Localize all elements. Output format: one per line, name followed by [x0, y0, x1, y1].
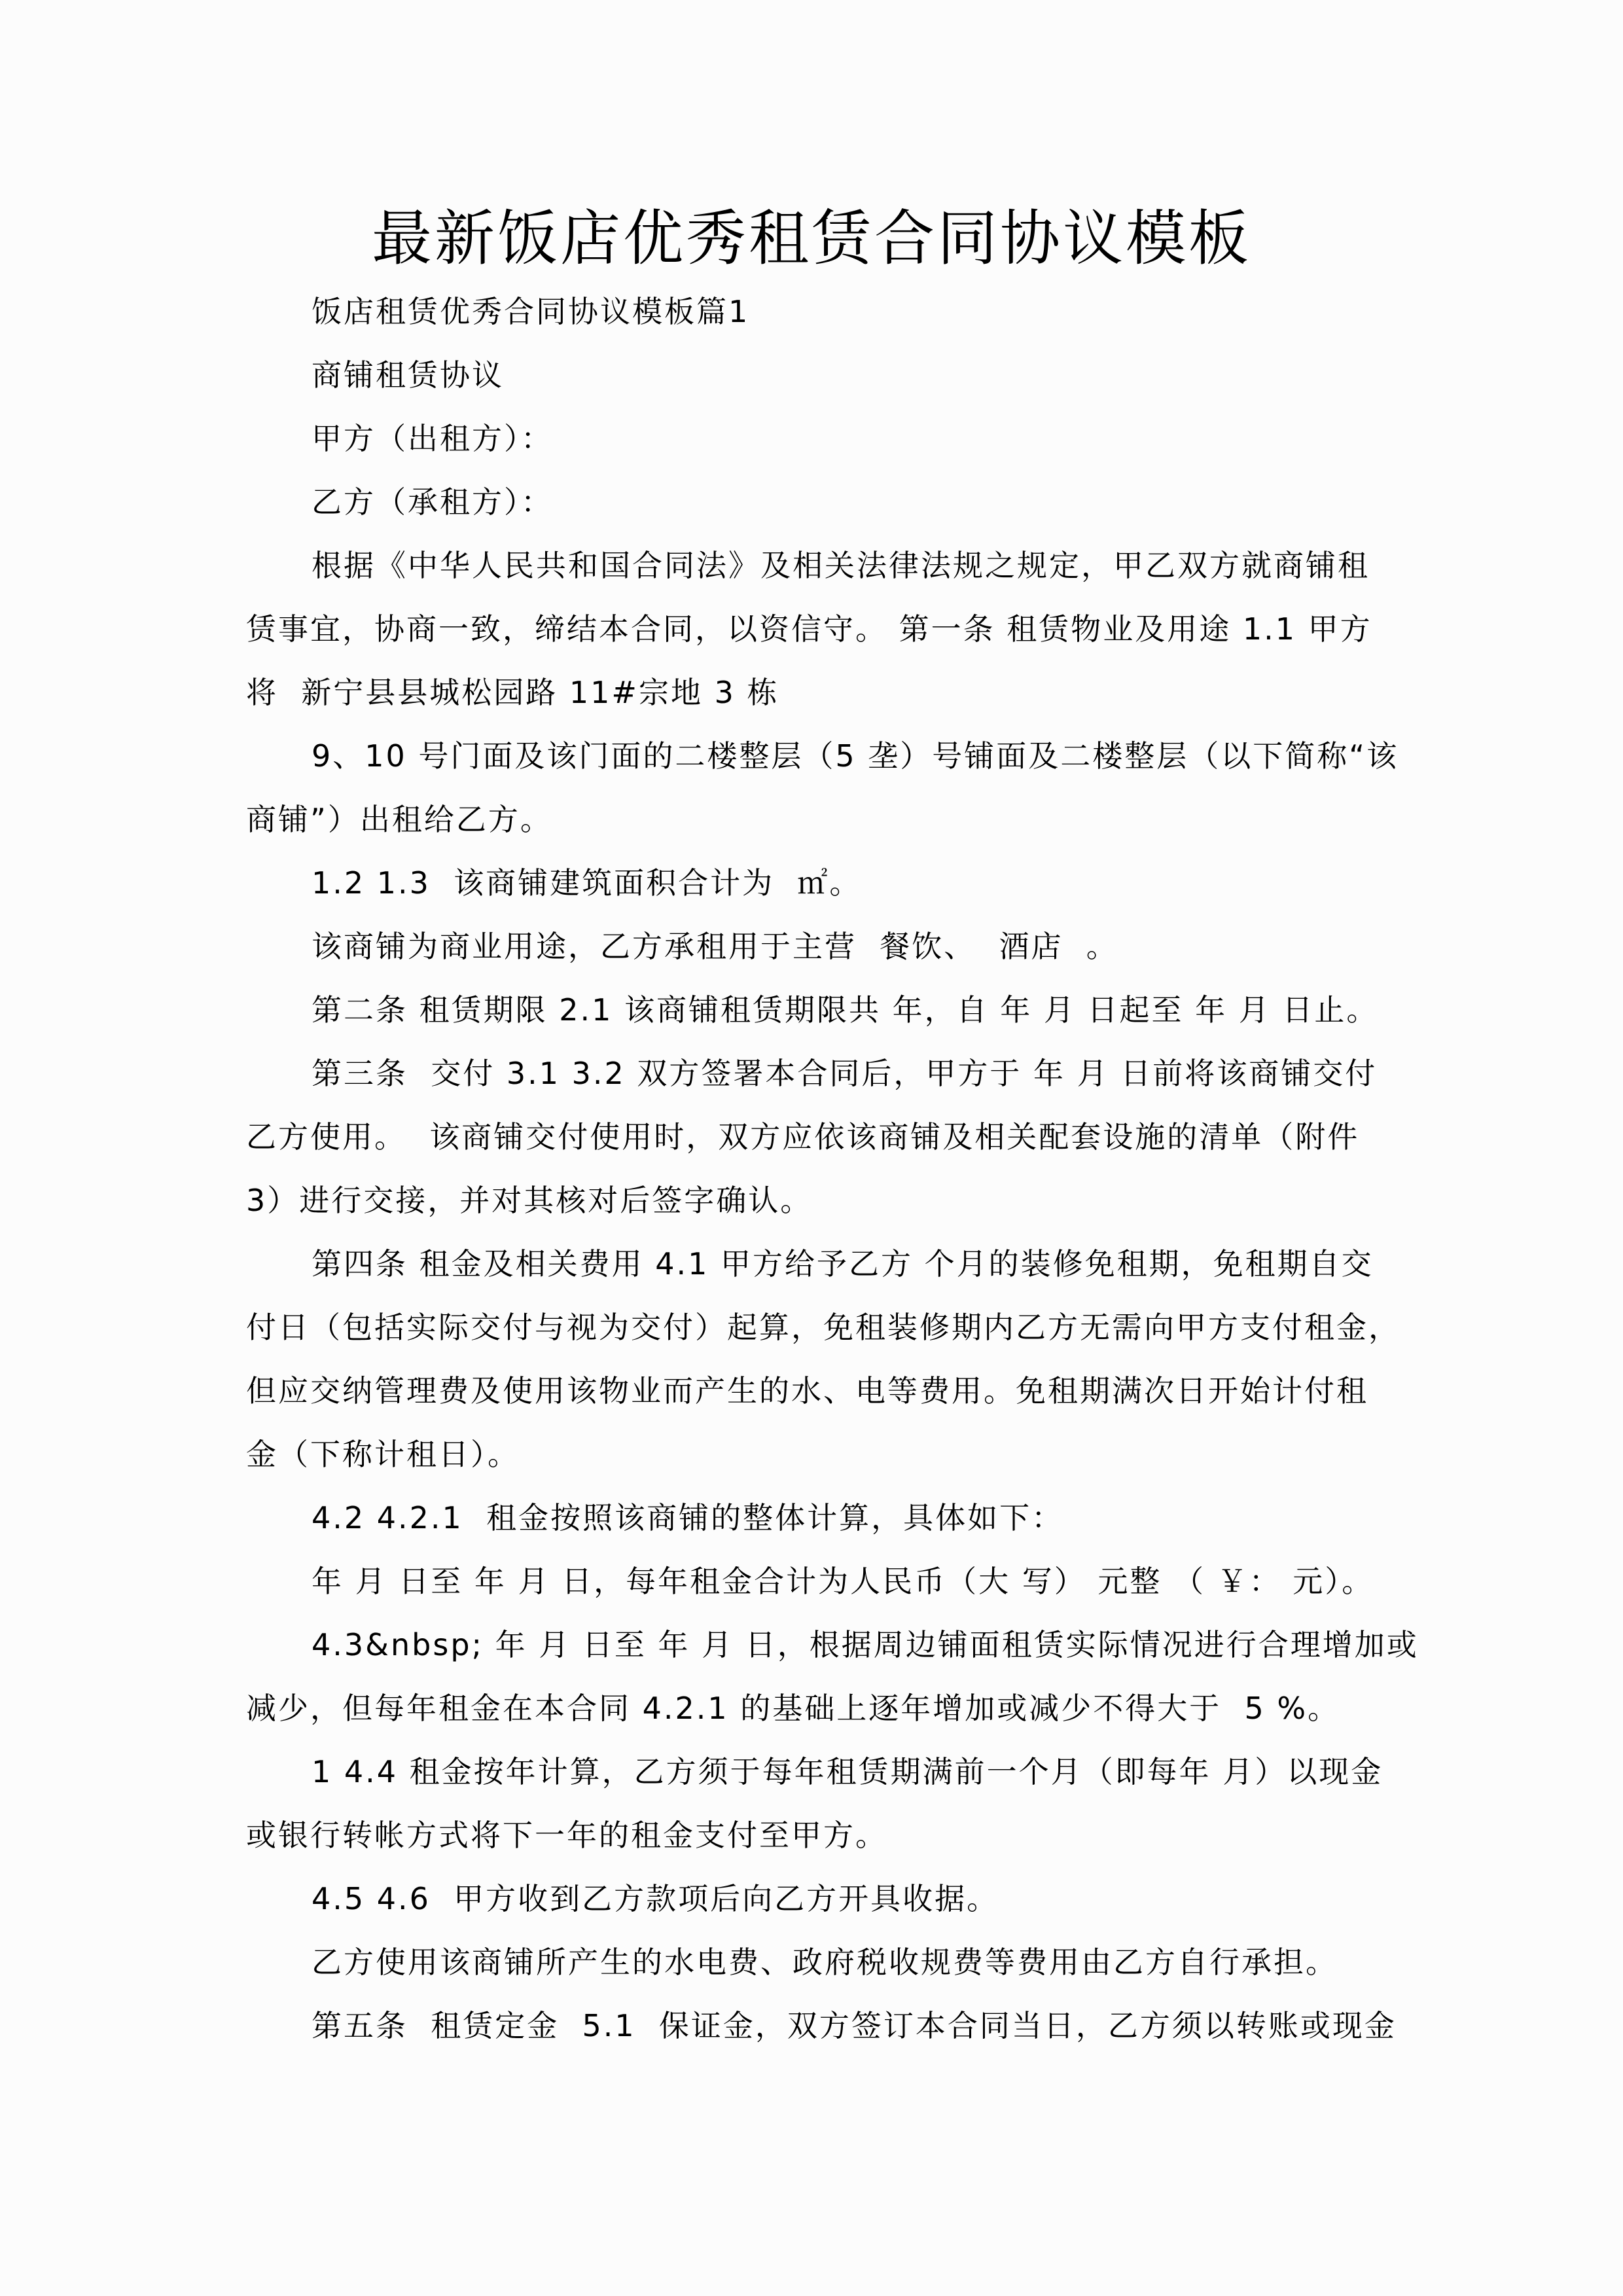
paragraph-line: 该商铺为商业用途，乙方承租用于主营 餐饮、 酒店 。: [312, 929, 1118, 964]
article-4-line: 第四条 租金及相关费用 4.1 甲方给予乙方 个月的装修免租期，免租期自交: [312, 1246, 1374, 1282]
paragraph-line: 付日（包括实际交付与视为交付）起算，免租装修期内乙方无需向甲方支付租金，: [246, 1310, 1400, 1345]
paragraph-line: 4.2 4.2.1 租金按照该商铺的整体计算，具体如下：: [312, 1500, 1064, 1535]
party-a-label: 甲方（出租方）：: [312, 421, 553, 456]
paragraph-line: 1.2 1.3 该商铺建筑面积合计为 ㎡。: [312, 865, 862, 901]
paragraph-line: 减少，但每年租金在本合同 4.2.1 的基础上逐年增加或减少不得大于 5 %。: [246, 1691, 1340, 1726]
paragraph-line: 将 新宁县县城松园路 11#宗地 3 栋: [246, 675, 779, 710]
paragraph-line: 4.3&nbsp; 年 月 日至 年 月 日，根据周边铺面租赁实际情况进行合理增加或: [312, 1627, 1419, 1662]
article-5-line: 第五条 租赁定金 5.1 保证金，双方签订本合同当日，乙方须以转账或现金: [312, 2008, 1397, 2043]
paragraph-line: 年 月 日至 年 月 日，每年租金合计为人民币（大 写） 元整 （ ￥： 元）。: [312, 1564, 1374, 1599]
paragraph-line: 但应交纳管理费及使用该物业而产生的水、电等费用。免租期满次日开始计付租: [246, 1373, 1368, 1408]
paragraph-line: 或银行转帐方式将下一年的租金支付至甲方。: [246, 1818, 887, 1853]
paragraph-line: 乙方使用该商铺所产生的水电费、政府税收规费等费用由乙方自行承担。: [312, 1945, 1338, 1980]
paragraph-line: 1 4.4 租金按年计算，乙方须于每年租赁期满前一个月（即每年 月）以现金: [312, 1754, 1383, 1789]
article-3-line: 第三条 交付 3.1 3.2 双方签署本合同后，甲方于 年 月 日前将该商铺交付: [312, 1056, 1378, 1091]
paragraph-line: 根据《中华人民共和国合同法》及相关法律法规之规定，甲乙双方就商铺租: [312, 548, 1370, 583]
paragraph-line: 9、10 号门面及该门面的二楼整层（5 垄）号铺面及二楼整层（以下简称“该: [312, 738, 1399, 774]
paragraph-line: 金（下称计租日）。: [246, 1437, 520, 1472]
document-title: 最新饭店优秀租赁合同协议模板: [371, 204, 1251, 274]
paragraph-line: 赁事宜，协商一致，缔结本合同，以资信守。 第一条 租赁物业及用途 1.1 甲方: [246, 611, 1372, 647]
paragraph-line: 商铺”）出租给乙方。: [246, 802, 552, 837]
agreement-heading: 商铺租赁协议: [312, 357, 504, 393]
party-b-label: 乙方（承租方）：: [312, 484, 553, 520]
paragraph-line: 乙方使用。 该商铺交付使用时，双方应依该商铺及相关配套设施的清单（附件: [246, 1119, 1360, 1155]
section-heading: 饭店租赁优秀合同协议模板篇1: [312, 294, 750, 329]
article-2-line: 第二条 租赁期限 2.1 该商铺租赁期限共 年，自 年 月 日起至 年 月 日止。: [312, 992, 1379, 1028]
paragraph-line: 4.5 4.6 甲方收到乙方款项后向乙方开具收据。: [312, 1881, 999, 1916]
paragraph-line: 3）进行交接，并对其核对后签字确认。: [246, 1183, 813, 1218]
